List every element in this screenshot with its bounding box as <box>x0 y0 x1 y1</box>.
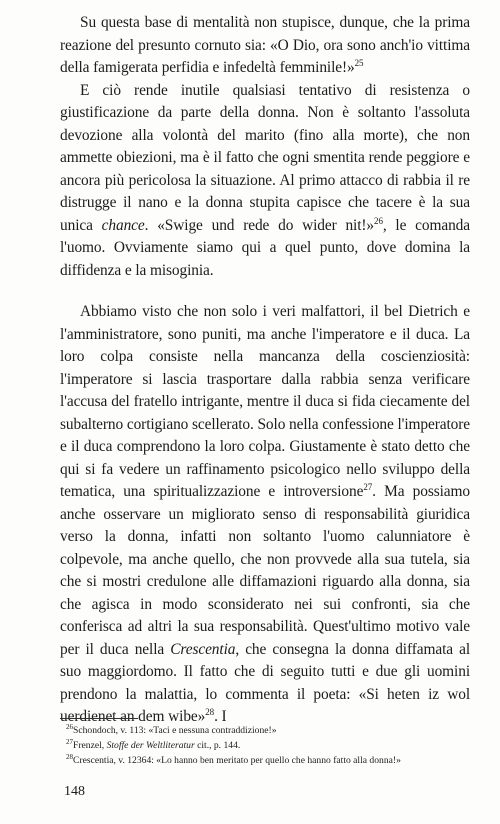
text-run: E ciò rende inutile qualsiasi tentativo di resistenza o giustificazione da parte della donna. Non è soltanto l'assoluta devozione alla volontà del marito (fino alla morte), che non ammette obiezioni, ma è il fatto che ogni smentita rende peggiore e ancora più pericolosa la situazione. Al primo attacco di rabbia il re distrugge il nano e la donna stupita capisce che tacere è la sua unica <box>60 81 470 234</box>
footnote-number: 27 <box>66 737 73 746</box>
text-run: , che consegna la donna diffamata al suo maggiordomo. Il fatto che di seguito tutti e due gli uomini prendono la malattia, lo commenta il poeta: «Si heten iz wol uerdienet an dem wibe» <box>60 640 471 725</box>
text-run: . I <box>214 708 227 725</box>
footnote <box>66 753 476 768</box>
text-run: . «Swige und rede do wider nit!» <box>144 216 375 234</box>
footnote <box>66 723 476 738</box>
text-run: Crescentia, v. 12364: «Lo hanno ben meritato per quello che hanno fatto alla donna!» <box>73 755 401 766</box>
footnote-marker: 25 <box>354 57 364 68</box>
paragraph-gap <box>60 282 470 301</box>
text-run: cit., p. 144. <box>194 740 241 751</box>
paragraph <box>60 12 470 80</box>
footnote-marker: 27 <box>363 481 373 492</box>
text-run: Abbiamo visto che non solo i veri malfattori, il bel Dietrich e l'amministratore, sono puniti, ma anche l'imperatore e il duca. La loro colpa consiste nella mancanza della coscienziosità: l'imperatore si lascia trasportare dalla rabbia senza verificare l'accusa del fratello intrigante, mentre il duca si fida ciecamente del subalterno cortigiano scellerato. Solo nella confessione l'imperatore e il duca comprendono la loro colpa. Giustamente è stato detto che qui si fa vedere un raffinamento psicologico nello sviluppo della tematica, una spiritualizzazione e introversione <box>60 303 471 500</box>
italic-text: chance <box>101 216 145 234</box>
italic-text: Crescentia <box>170 640 236 658</box>
paragraph <box>60 301 470 729</box>
text-run: Schondoch, v. 113: «Taci e nessuna contraddizione!» <box>73 725 277 736</box>
paragraph <box>60 80 470 283</box>
footnote <box>66 738 476 753</box>
footnote-number: 28 <box>66 752 73 761</box>
footnote-number: 26 <box>66 722 73 731</box>
text-run: Frenzel, <box>73 740 107 751</box>
text-run: . Ma possiamo anche osservare un migliorato senso di responsabilità giuridica verso la donna, infatti non soltanto l'uomo calunniatore è colpevole, ma anche quello, che non provvede alla sua tutela, sia che si mostri credulone alle diffamazioni riguardo alla donna, sia che agisca in modo sconsiderato nei sui confronti, sia che conferisca ad altri la sua responsabilità. Quest'ultimo motivo vale per il duca nella <box>60 483 470 658</box>
text-run: , le comanda l'uomo. Ovviamente siamo qui a quel punto, dove domina la diffidenza e la misoginia. <box>60 216 470 279</box>
page-number: 148 <box>64 784 85 799</box>
italic-text: Stoffe der Weltliteratur <box>106 740 195 751</box>
footnote-marker: 26 <box>374 215 383 226</box>
body-text <box>60 12 470 729</box>
footnote-marker: 28 <box>205 706 215 717</box>
footnote-rule <box>60 718 138 719</box>
footnotes <box>66 723 476 768</box>
text-run: Su questa base di mentalità non stupisce, dunque, che la prima reazione del presunto cornuto sia: «O Dio, ora sono anch'io vittima della famigerata perfidia e infedeltà femminile!» <box>60 14 470 76</box>
